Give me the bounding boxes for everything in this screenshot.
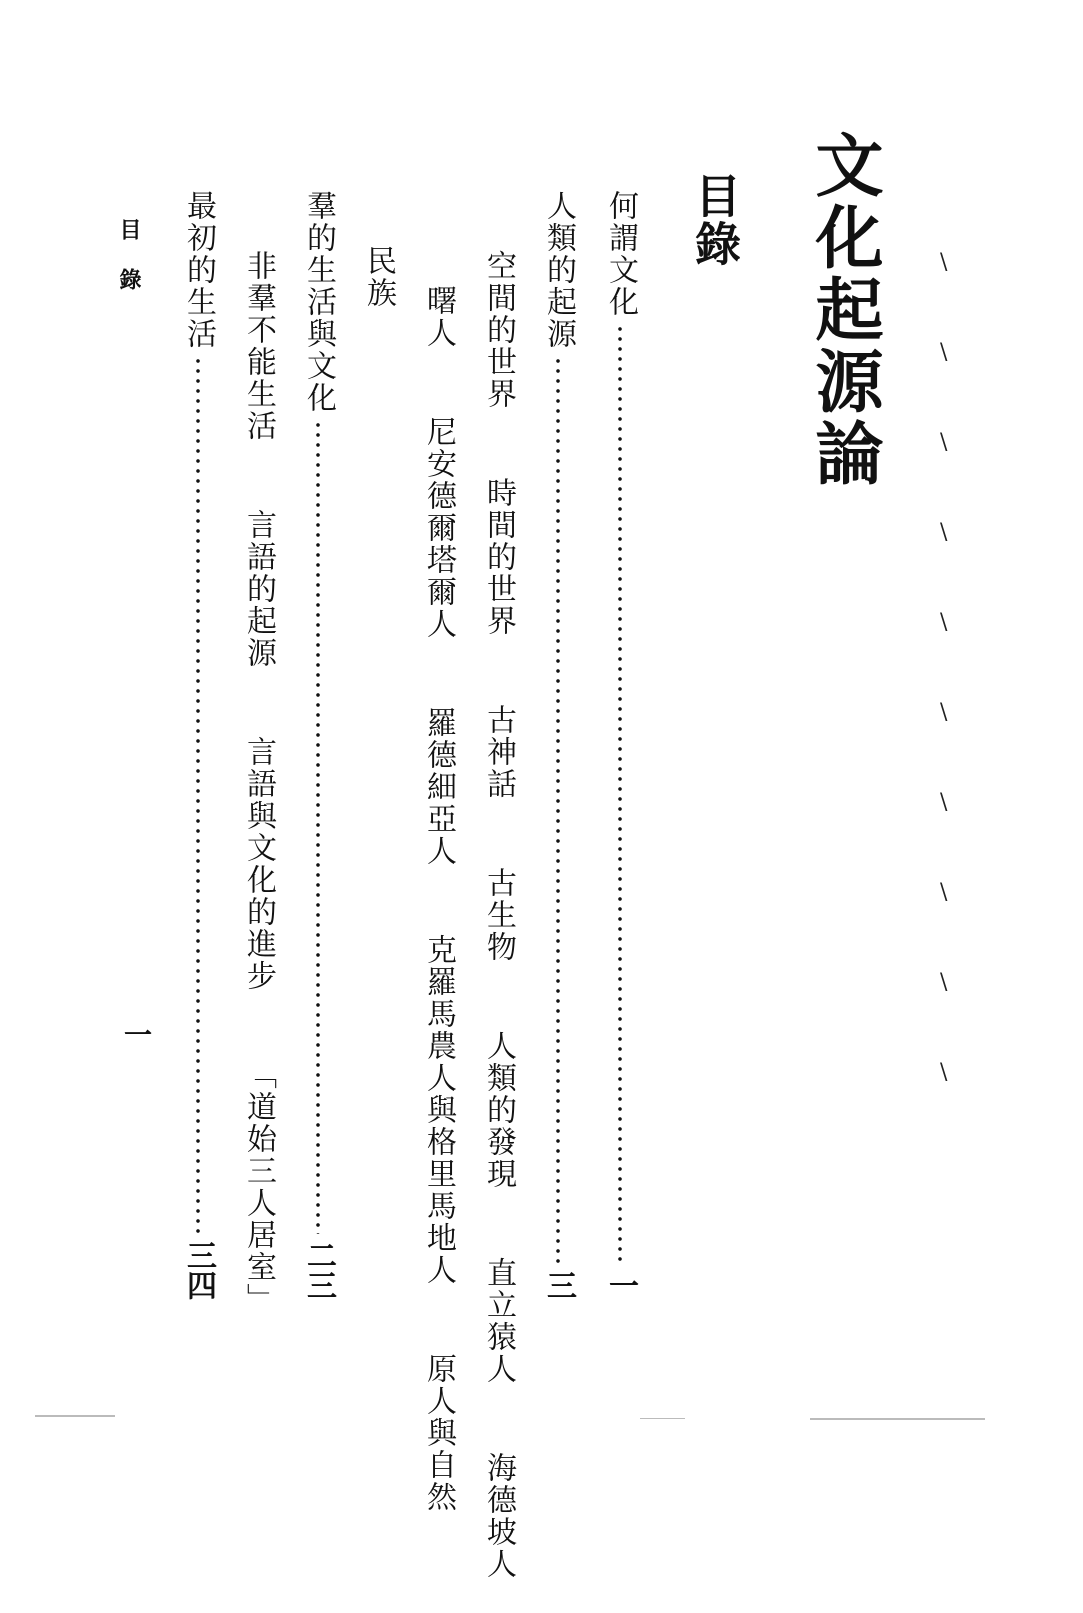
- subtopic: 空間的世界: [481, 250, 516, 410]
- subtopic: 言語與文化的進步: [241, 736, 276, 992]
- subtopic: 曙人: [421, 285, 456, 349]
- toc-entry-title: 最初的生活: [181, 190, 216, 350]
- scan-edge-line: [35, 1415, 115, 1417]
- subtopic: 原人與自然: [421, 1353, 456, 1513]
- scan-mark: \: [940, 790, 948, 815]
- toc-entry-group-life[interactable]: [298, 190, 338, 1300]
- toc-entry-what-is-culture[interactable]: [600, 190, 640, 1300]
- scan-mark: \: [940, 520, 948, 545]
- dot-leader: [315, 420, 321, 1234]
- toc-entry-page: 一: [603, 1270, 638, 1300]
- scan-mark: \: [940, 340, 948, 365]
- toc-entry-title: 人類的起源: [541, 190, 576, 350]
- subtopic: 時間的世界: [481, 477, 516, 637]
- toc-heading: 目錄: [688, 172, 742, 268]
- toc-entry-human-origin[interactable]: [538, 190, 578, 1300]
- subtopic: 尼安德爾塔爾人: [421, 416, 456, 640]
- subtopic: 古生物: [481, 867, 516, 963]
- toc-entry-earliest-life[interactable]: [178, 190, 218, 1300]
- subtopics-origin-col2: [418, 285, 458, 1513]
- toc-entry-title: 何謂文化: [603, 190, 638, 318]
- toc-entry-page: 三: [541, 1270, 576, 1300]
- subtopic: 克羅馬農人與格里馬地人: [421, 934, 456, 1286]
- toc-entry-page: 三四: [181, 1240, 216, 1300]
- dot-leader: [555, 356, 561, 1264]
- subtopic: 言語的起源: [241, 509, 276, 669]
- scan-edge-line: [810, 1418, 985, 1420]
- subtopic: 「道始三人居室」: [241, 1059, 276, 1315]
- folio: 一: [120, 1020, 153, 1048]
- subtopics-origin-col3: [358, 245, 398, 309]
- subtopic: 直立猿人: [481, 1257, 516, 1385]
- scan-mark: \: [940, 610, 948, 635]
- subtopic: 民族: [361, 245, 396, 309]
- subtopic: 非羣不能生活: [241, 250, 276, 442]
- scan-edge-line: [640, 1418, 685, 1419]
- scan-mark: \: [940, 970, 948, 995]
- book-title: 文化起源論: [804, 130, 884, 490]
- subtopics-origin-col1: [478, 250, 518, 1580]
- toc-entry-page: 二三: [301, 1240, 336, 1300]
- scan-mark: \: [940, 880, 948, 905]
- subtopic: 古神話: [481, 704, 516, 800]
- scan-mark: \: [940, 700, 948, 725]
- scan-mark: \: [940, 250, 948, 275]
- scan-mark: \: [940, 430, 948, 455]
- dot-leader: [195, 356, 201, 1234]
- subtopic: 海德坡人: [481, 1452, 516, 1580]
- subtopics-group-col1: [238, 250, 278, 1315]
- toc-entry-title: 羣的生活與文化: [301, 190, 336, 414]
- scan-mark: \: [940, 1060, 948, 1085]
- running-head: 目錄: [116, 218, 142, 318]
- subtopic: 人類的發現: [481, 1030, 516, 1190]
- subtopic: 羅德細亞人: [421, 707, 456, 867]
- dot-leader: [617, 324, 623, 1264]
